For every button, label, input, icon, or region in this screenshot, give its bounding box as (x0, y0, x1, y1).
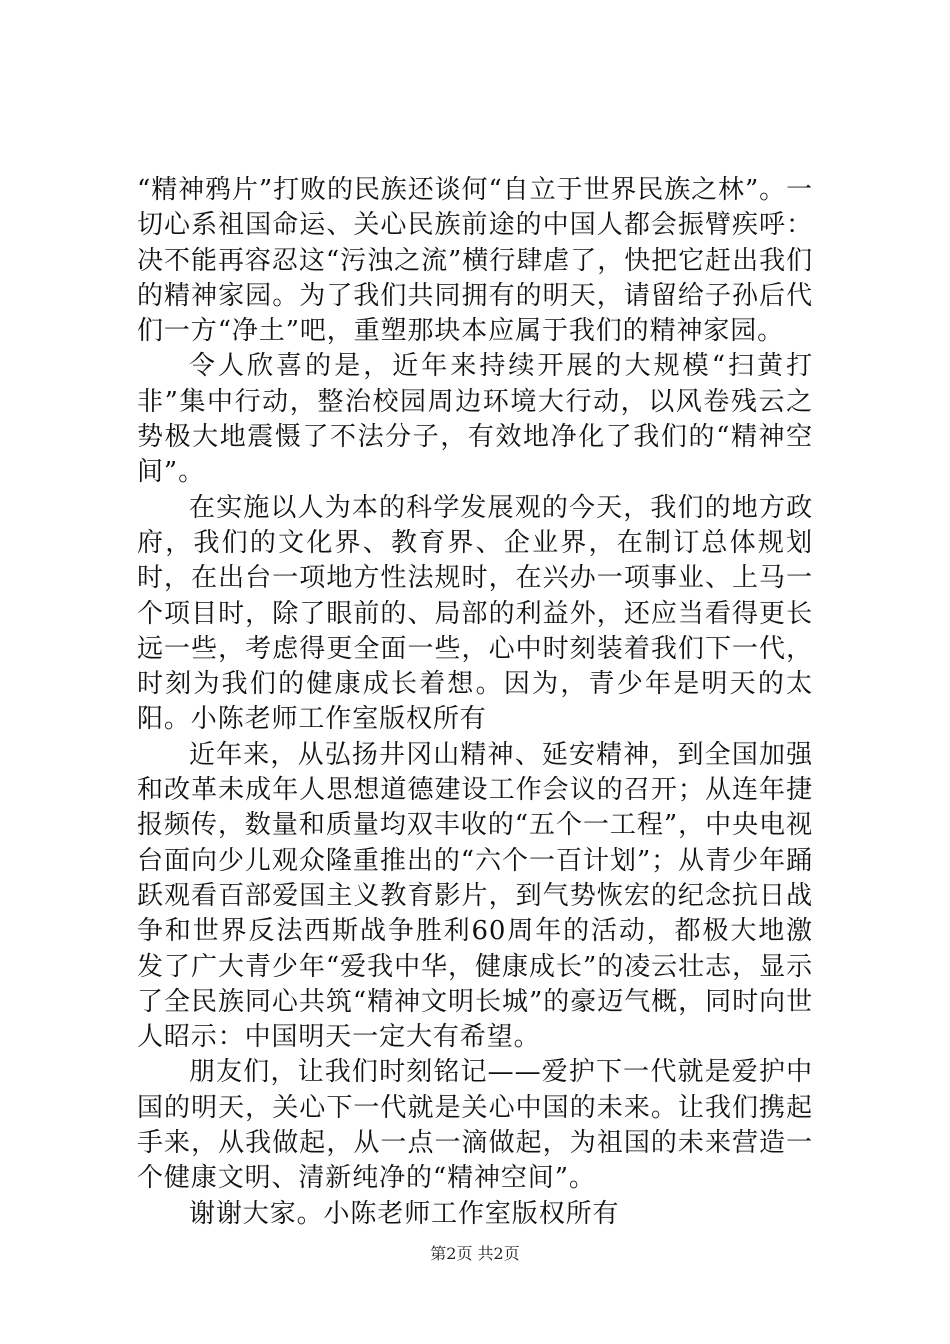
paragraph: 在实施以人为本的科学发展观的今天，我们的地方政府，我们的文化界、教育界、企业界，在制订总体规划时，在出台一项地方性法规时，在兴办一项事业、上马一个项目时，除了眼前的、局部的利益外，还应当看得更长远一些，考虑得更全面一些，心中时刻装着我们下一代，时刻为我们的健康成长着想。因为，青少年是明天的太阳。小陈老师工作室版权所有 (137, 492, 813, 735)
document-body (137, 173, 813, 1232)
closing-paragraph: 谢谢大家。小陈老师工作室版权所有 (189, 1198, 620, 1229)
paragraph: 近年来，从弘扬井冈山精神、延安精神，到全国加强和改革未成年人思想道德建设工作会议的召开；从连年捷报频传，数量和质量均双丰收的“五个一工程”，中央电视台面向少儿观众隆重推出的“六个一百计划”；从青少年踊跃观看百部爱国主义教育影片，到气势恢宏的纪念抗日战争和世界反法西斯战争胜利60周年的活动，都极大地激发了广大青少年“爱我中华，健康成长”的凌云壮志，显示了全民族同心共筑“精神文明长城”的豪迈气概，同时向世人昭示：中国明天一定大有希望。 (137, 739, 813, 1053)
paragraph: 朋友们，让我们时刻铭记——爱护下一代就是爱护中国的明天，关心下一代就是关心中国的未来。让我们携起手来，从我做起，从一点一滴做起，为祖国的未来营造一个健康文明、清新纯净的“精神空间”。 (137, 1057, 813, 1194)
page-number-footer: 第2页 共2页 (430, 1244, 520, 1263)
paragraph: 令人欣喜的是，近年来持续开展的大规模“扫黄打非”集中行动，整治校园周边环境大行动，以风卷残云之势极大地震慑了不法分子，有效地净化了我们的“精神空间”。 (137, 351, 813, 488)
paragraph-continued: “精神鸦片”打败的民族还谈何“自立于世界民族之林”。一切心系祖国命运、关心民族前途的中国人都会振臂疾呼：决不能再容忍这“污浊之流”横行肆虐了，快把它赶出我们的精神家园。为了我们共同拥有的明天，请留给子孙后代们一方“净土”吧，重塑那块本应属于我们的精神家园。 (137, 175, 813, 347)
